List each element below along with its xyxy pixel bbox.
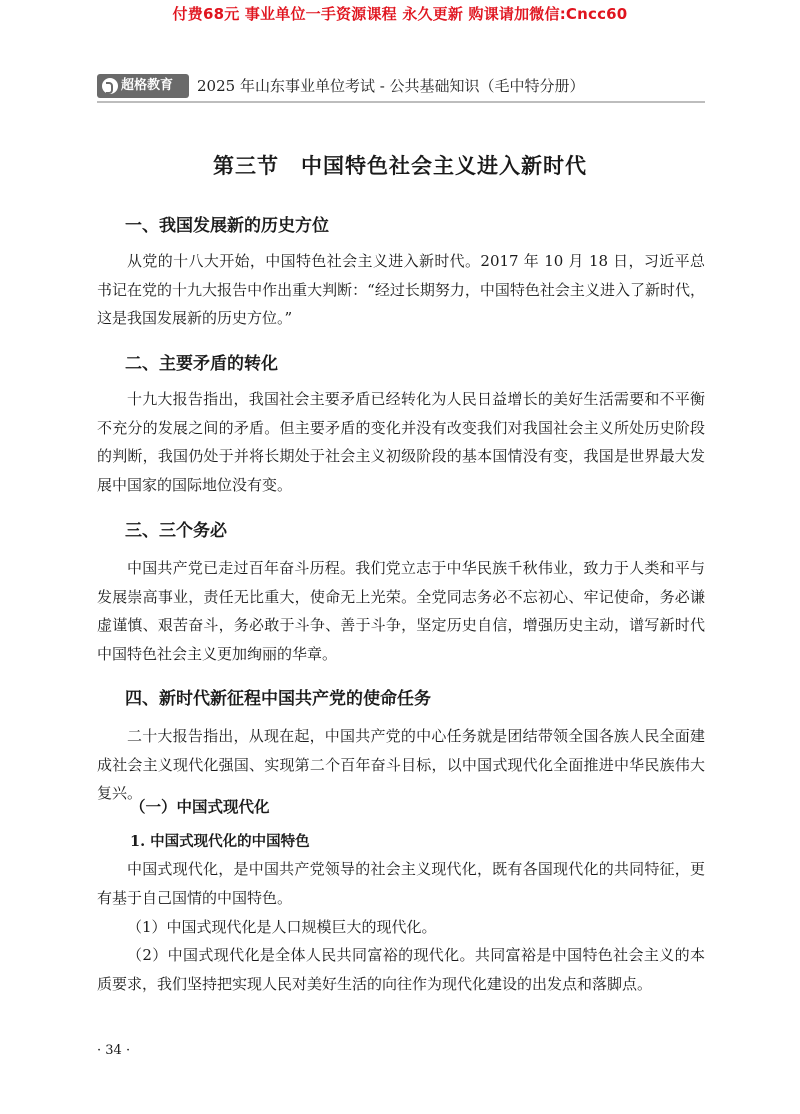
heading-main-contradiction: 二、主要矛盾的转化 <box>125 354 278 374</box>
heading-mission: 四、新时代新征程中国共产党的使命任务 <box>125 689 431 709</box>
page-number: · 34 · <box>97 1043 131 1058</box>
paragraph-mission: 二十大报告指出，从现在起，中国共产党的中心任务就是团结带领全国各族人民全面建成社会主义现代化强国、实现第二个百年奋斗目标，以中国式现代化全面推进中华民族伟大复兴。 <box>97 727 705 802</box>
item-heading: 1. 中国式现代化的中国特色 <box>130 833 310 850</box>
page-header <box>97 74 707 100</box>
paragraph-three-musts: 中国共产党已走过百年奋斗历程。我们党立志于中华民族千秋伟业，致力于人类和平与发展崇高事业，责任无比重大，使命无上光荣。全党同志务必不忘初心、牢记使命，务必谦虚谨慎、艰苦奋斗，务必敢于斗争、善于斗争，坚定历史自信，增强历史主动，谱写新时代中国特色社会主义更加绚丽的华章。 <box>97 559 705 663</box>
paragraph-point-1: （1）中国式现代化是人口规模巨大的现代化。 <box>127 918 437 936</box>
subsection-heading: （一）中国式现代化 <box>130 797 270 816</box>
paragraph-point-2: （2）中国式现代化是全体人民共同富裕的现代化。共同富裕是中国特色社会主义的本质要求，我们坚持把实现人民对美好生活的向往作为现代化建设的出发点和落脚点。 <box>97 946 705 993</box>
logo-text: 超格教育 <box>121 78 174 93</box>
paragraph-main-contradiction: 十九大报告指出，我国社会主要矛盾已经转化为人民日益增长的美好生活需要和不平衡不充分的发展之间的矛盾。但主要矛盾的变化并没有改变我们对我国社会主义所处历史阶段的判断，我国仍处于并将长期处于社会主义初级阶段的基本国情没有变，我国是世界最大发展中国家的国际地位没有变。 <box>97 390 705 494</box>
header-divider <box>97 101 705 103</box>
publisher-logo <box>97 74 189 98</box>
paragraph-history-position: 从党的十八大开始，中国特色社会主义进入新时代。2017 年 10 月 18 日，习近平总书记在党的十九大报告中作出重大判断：“经过长期努力，中国特色社会主义进入了新时代，这是我国发展新的历史方位。” <box>97 252 705 327</box>
paragraph-chinese-modernization: 中国式现代化，是中国共产党领导的社会主义现代化，既有各国现代化的共同特征，更有基于自己国情的中国特色。 <box>97 860 705 907</box>
logo-icon <box>102 78 118 94</box>
section-title: 第三节 中国特色社会主义进入新时代 <box>213 153 587 178</box>
heading-history-position: 一、我国发展新的历史方位 <box>125 216 329 236</box>
book-title: 2025 年山东事业单位考试 - 公共基础知识（毛中特分册） <box>197 77 585 95</box>
promo-banner: 付费68元 事业单位一手资源课程 永久更新 购课请加微信:Cncc60 <box>172 5 628 23</box>
heading-three-musts: 三、三个务必 <box>125 521 227 541</box>
